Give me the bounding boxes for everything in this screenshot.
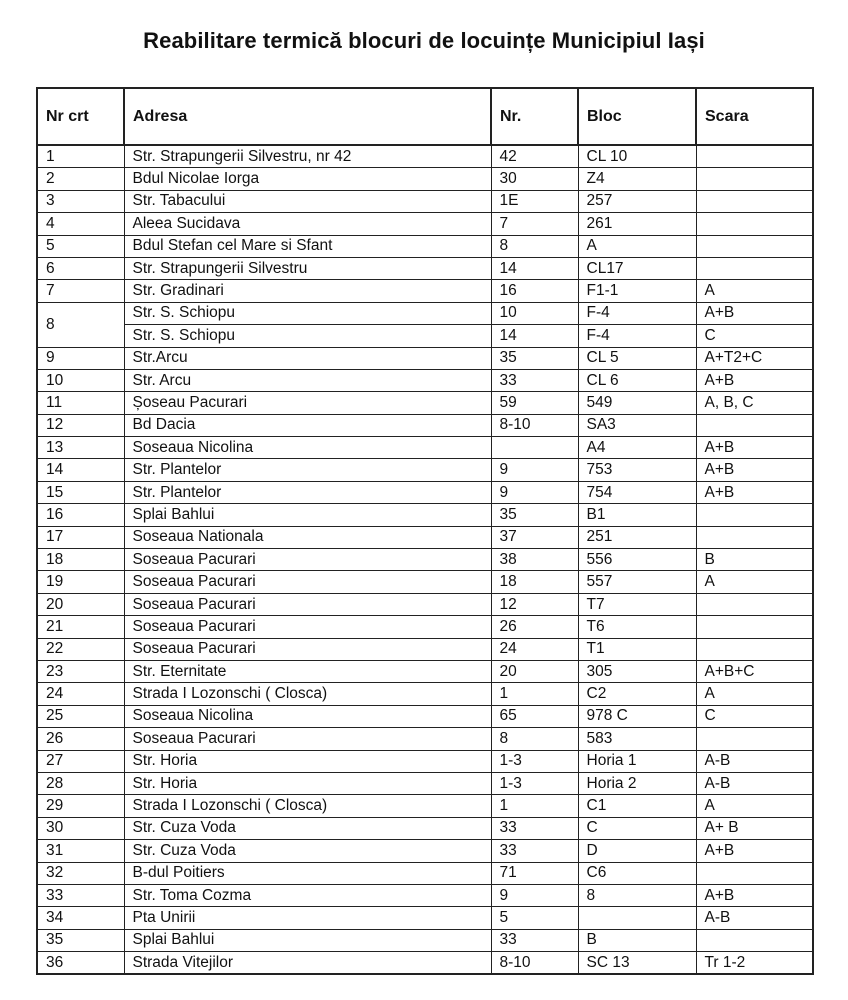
cell-nr-crt: 29 [37, 795, 124, 817]
cell-scara: A+B [696, 459, 813, 481]
cell-scara: C [696, 705, 813, 727]
cell-nr: 8 [491, 235, 578, 257]
cell-adresa: Str. Cuza Voda [124, 840, 491, 862]
table-header-row [37, 88, 813, 145]
cell-scara: A+ B [696, 817, 813, 839]
cell-adresa: Bdul Stefan cel Mare si Sfant [124, 235, 491, 257]
cell-scara [696, 213, 813, 235]
table-row [37, 549, 813, 571]
cell-adresa: Str. Plantelor [124, 459, 491, 481]
table-row [37, 862, 813, 884]
table-row [37, 638, 813, 660]
cell-nr-crt: 16 [37, 504, 124, 526]
table-row [37, 347, 813, 369]
cell-adresa: Str. Gradinari [124, 280, 491, 302]
cell-adresa: Str. Arcu [124, 369, 491, 391]
cell-bloc: Horia 2 [578, 772, 696, 794]
cell-scara [696, 728, 813, 750]
cell-scara [696, 190, 813, 212]
cell-bloc: 753 [578, 459, 696, 481]
header-bloc: Bloc [578, 88, 696, 145]
cell-nr: 8-10 [491, 952, 578, 975]
table-row [37, 571, 813, 593]
cell-nr: 65 [491, 705, 578, 727]
cell-nr: 30 [491, 168, 578, 190]
cell-bloc: 251 [578, 526, 696, 548]
cell-scara: A+B [696, 840, 813, 862]
cell-nr: 14 [491, 325, 578, 347]
table-row [37, 526, 813, 548]
cell-bloc: A4 [578, 437, 696, 459]
cell-adresa: Splai Bahlui [124, 504, 491, 526]
cell-bloc: 305 [578, 660, 696, 682]
cell-nr-crt: 5 [37, 235, 124, 257]
cell-scara [696, 145, 813, 168]
cell-bloc: T1 [578, 638, 696, 660]
cell-adresa: Bdul Nicolae Iorga [124, 168, 491, 190]
cell-scara: A+B+C [696, 660, 813, 682]
cell-bloc: B1 [578, 504, 696, 526]
cell-nr: 1 [491, 795, 578, 817]
cell-scara: A [696, 571, 813, 593]
table-row [37, 705, 813, 727]
cell-nr-crt: 20 [37, 593, 124, 615]
cell-nr-crt: 28 [37, 772, 124, 794]
table-row [37, 884, 813, 906]
cell-nr: 42 [491, 145, 578, 168]
cell-nr-crt: 21 [37, 616, 124, 638]
cell-nr-crt: 33 [37, 884, 124, 906]
header-nr: Nr. [491, 88, 578, 145]
cell-scara: A+B [696, 302, 813, 324]
table-row [37, 728, 813, 750]
cell-bloc: 8 [578, 884, 696, 906]
cell-scara [696, 526, 813, 548]
cell-nr-crt: 3 [37, 190, 124, 212]
cell-bloc: A [578, 235, 696, 257]
cell-nr-crt: 35 [37, 929, 124, 951]
cell-bloc: T6 [578, 616, 696, 638]
cell-bloc: CL 5 [578, 347, 696, 369]
cell-adresa: Pta Unirii [124, 907, 491, 929]
cell-nr-crt: 1 [37, 145, 124, 168]
cell-nr: 1-3 [491, 750, 578, 772]
table-row [37, 772, 813, 794]
cell-adresa: Soseaua Pacurari [124, 593, 491, 615]
cell-nr-crt: 13 [37, 437, 124, 459]
cell-bloc: F-4 [578, 325, 696, 347]
cell-nr-crt: 14 [37, 459, 124, 481]
cell-nr: 1E [491, 190, 578, 212]
cell-scara: A [696, 795, 813, 817]
cell-adresa: Str. Eternitate [124, 660, 491, 682]
cell-nr-crt: 19 [37, 571, 124, 593]
cell-bloc: 583 [578, 728, 696, 750]
cell-nr: 16 [491, 280, 578, 302]
table-row [37, 302, 813, 324]
cell-scara [696, 593, 813, 615]
table-row [37, 817, 813, 839]
cell-adresa: B-dul Poitiers [124, 862, 491, 884]
cell-nr-crt: 17 [37, 526, 124, 548]
table-row [37, 750, 813, 772]
cell-nr: 20 [491, 660, 578, 682]
cell-nr-crt: 2 [37, 168, 124, 190]
cell-nr: 35 [491, 347, 578, 369]
cell-nr: 14 [491, 257, 578, 279]
cell-scara: Tr 1-2 [696, 952, 813, 975]
cell-adresa: Str. Strapungerii Silvestru, nr 42 [124, 145, 491, 168]
cell-scara: A [696, 280, 813, 302]
cell-nr: 26 [491, 616, 578, 638]
cell-bloc: 257 [578, 190, 696, 212]
table-row [37, 257, 813, 279]
cell-nr-crt: 22 [37, 638, 124, 660]
table-row [37, 235, 813, 257]
cell-nr: 9 [491, 481, 578, 503]
cell-scara [696, 235, 813, 257]
table-row [37, 683, 813, 705]
cell-bloc: C1 [578, 795, 696, 817]
cell-adresa: Strada Vitejilor [124, 952, 491, 975]
cell-nr: 12 [491, 593, 578, 615]
cell-bloc: 978 C [578, 705, 696, 727]
table-row [37, 168, 813, 190]
cell-adresa: Str. Strapungerii Silvestru [124, 257, 491, 279]
cell-adresa: Soseaua Pacurari [124, 728, 491, 750]
cell-nr-crt: 18 [37, 549, 124, 571]
header-adresa: Adresa [124, 88, 491, 145]
table-row [37, 392, 813, 414]
cell-bloc: SA3 [578, 414, 696, 436]
cell-nr: 59 [491, 392, 578, 414]
cell-adresa: Str. S. Schiopu [124, 325, 491, 347]
cell-scara [696, 638, 813, 660]
table-row [37, 504, 813, 526]
table-row [37, 414, 813, 436]
table-row [37, 840, 813, 862]
cell-bloc: Z4 [578, 168, 696, 190]
table-row [37, 437, 813, 459]
cell-scara: A-B [696, 907, 813, 929]
cell-adresa: Soseaua Nationala [124, 526, 491, 548]
table-row [37, 145, 813, 168]
cell-bloc: 556 [578, 549, 696, 571]
table-row [37, 929, 813, 951]
cell-nr: 9 [491, 459, 578, 481]
cell-nr: 71 [491, 862, 578, 884]
cell-scara [696, 862, 813, 884]
cell-nr-crt: 27 [37, 750, 124, 772]
cell-bloc: SC 13 [578, 952, 696, 975]
cell-adresa: Șoseau Pacurari [124, 392, 491, 414]
cell-nr: 5 [491, 907, 578, 929]
cell-nr: 1-3 [491, 772, 578, 794]
cell-nr: 18 [491, 571, 578, 593]
cell-bloc: C [578, 817, 696, 839]
cell-scara [696, 414, 813, 436]
cell-nr-crt: 26 [37, 728, 124, 750]
cell-nr: 33 [491, 369, 578, 391]
table-row [37, 660, 813, 682]
cell-nr: 8-10 [491, 414, 578, 436]
cell-bloc: B [578, 929, 696, 951]
cell-nr-crt: 25 [37, 705, 124, 727]
cell-nr-crt: 12 [37, 414, 124, 436]
cell-scara [696, 616, 813, 638]
table-row [37, 795, 813, 817]
rehab-table [36, 87, 814, 975]
cell-adresa: Aleea Sucidava [124, 213, 491, 235]
cell-nr-crt: 30 [37, 817, 124, 839]
table-row [37, 190, 813, 212]
cell-scara: A+B [696, 884, 813, 906]
cell-adresa: Str. Plantelor [124, 481, 491, 503]
cell-bloc: T7 [578, 593, 696, 615]
cell-adresa: Bd Dacia [124, 414, 491, 436]
cell-bloc: 754 [578, 481, 696, 503]
cell-adresa: Soseaua Pacurari [124, 616, 491, 638]
cell-nr-crt: 32 [37, 862, 124, 884]
table-row [37, 369, 813, 391]
cell-scara [696, 168, 813, 190]
cell-nr-crt: 4 [37, 213, 124, 235]
cell-nr: 7 [491, 213, 578, 235]
cell-adresa: Soseaua Nicolina [124, 437, 491, 459]
cell-adresa: Splai Bahlui [124, 929, 491, 951]
cell-nr: 33 [491, 840, 578, 862]
cell-adresa: Str. Toma Cozma [124, 884, 491, 906]
table-row [37, 907, 813, 929]
cell-scara: A, B, C [696, 392, 813, 414]
table-row [37, 481, 813, 503]
cell-nr: 9 [491, 884, 578, 906]
cell-bloc: 557 [578, 571, 696, 593]
table-row [37, 459, 813, 481]
cell-adresa: Soseaua Pacurari [124, 571, 491, 593]
cell-scara: A+B [696, 481, 813, 503]
cell-bloc: C6 [578, 862, 696, 884]
cell-scara: A+T2+C [696, 347, 813, 369]
cell-bloc: F-4 [578, 302, 696, 324]
cell-scara: B [696, 549, 813, 571]
cell-bloc: F1-1 [578, 280, 696, 302]
cell-bloc: C2 [578, 683, 696, 705]
cell-scara: A-B [696, 750, 813, 772]
cell-nr [491, 437, 578, 459]
cell-adresa: Str. S. Schiopu [124, 302, 491, 324]
cell-nr: 38 [491, 549, 578, 571]
cell-adresa: Str. Cuza Voda [124, 817, 491, 839]
cell-nr: 35 [491, 504, 578, 526]
cell-nr-crt: 9 [37, 347, 124, 369]
cell-scara: A+B [696, 437, 813, 459]
cell-nr: 33 [491, 929, 578, 951]
table-row [37, 952, 813, 975]
cell-nr-crt: 34 [37, 907, 124, 929]
cell-nr-crt: 23 [37, 660, 124, 682]
cell-nr-crt: 36 [37, 952, 124, 975]
cell-adresa: Soseaua Pacurari [124, 549, 491, 571]
cell-bloc: D [578, 840, 696, 862]
cell-adresa: Str. Horia [124, 750, 491, 772]
cell-adresa: Strada I Lozonschi ( Closca) [124, 795, 491, 817]
cell-bloc: CL 10 [578, 145, 696, 168]
table-body [37, 145, 813, 974]
cell-adresa: Str.Arcu [124, 347, 491, 369]
table-row [37, 593, 813, 615]
cell-nr-crt: 31 [37, 840, 124, 862]
cell-nr-crt: 24 [37, 683, 124, 705]
header-scara: Scara [696, 88, 813, 145]
cell-scara: A-B [696, 772, 813, 794]
cell-nr-crt: 10 [37, 369, 124, 391]
cell-scara [696, 929, 813, 951]
cell-bloc: 261 [578, 213, 696, 235]
cell-nr-crt: 8 [37, 302, 124, 347]
page-title: Reabilitare termică blocuri de locuințe Municipiul Iași [143, 28, 705, 53]
cell-scara [696, 504, 813, 526]
cell-nr-crt: 11 [37, 392, 124, 414]
cell-nr: 10 [491, 302, 578, 324]
table-row [37, 325, 813, 347]
cell-nr: 33 [491, 817, 578, 839]
cell-nr: 37 [491, 526, 578, 548]
cell-nr: 24 [491, 638, 578, 660]
header-nr-crt: Nr crt [37, 88, 124, 145]
cell-adresa: Soseaua Pacurari [124, 638, 491, 660]
cell-bloc: 549 [578, 392, 696, 414]
cell-bloc: CL 6 [578, 369, 696, 391]
cell-nr-crt: 7 [37, 280, 124, 302]
cell-scara: A+B [696, 369, 813, 391]
cell-bloc: CL17 [578, 257, 696, 279]
table-row [37, 213, 813, 235]
cell-nr-crt: 6 [37, 257, 124, 279]
cell-adresa: Str. Horia [124, 772, 491, 794]
cell-adresa: Strada I Lozonschi ( Closca) [124, 683, 491, 705]
cell-scara: C [696, 325, 813, 347]
cell-adresa: Soseaua Nicolina [124, 705, 491, 727]
table-row [37, 616, 813, 638]
cell-nr: 1 [491, 683, 578, 705]
cell-bloc [578, 907, 696, 929]
cell-adresa: Str. Tabacului [124, 190, 491, 212]
table-row [37, 280, 813, 302]
cell-bloc: Horia 1 [578, 750, 696, 772]
cell-nr-crt: 15 [37, 481, 124, 503]
cell-scara [696, 257, 813, 279]
cell-scara: A [696, 683, 813, 705]
cell-nr: 8 [491, 728, 578, 750]
